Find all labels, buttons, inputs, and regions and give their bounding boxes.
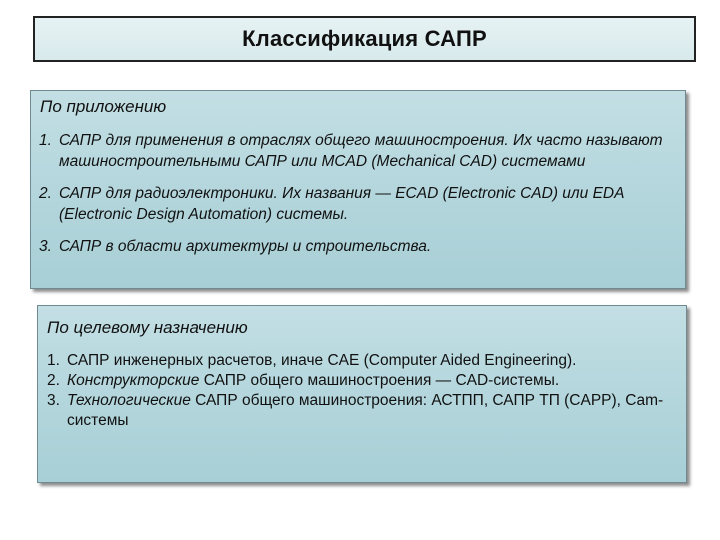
list-item <box>47 351 683 371</box>
item-text: САПР общего машиностроения — CAD-системы. <box>199 372 560 389</box>
item-text: САПР в области архитектуры и строительства. <box>59 238 432 255</box>
item-number: 2. <box>47 372 60 389</box>
list-item <box>47 371 683 391</box>
section-heading: По приложению <box>40 97 167 116</box>
item-number: 1. <box>39 132 52 149</box>
list-item <box>47 391 683 431</box>
item-number: 3. <box>47 392 60 409</box>
list-item <box>39 131 679 172</box>
purpose-list <box>47 351 683 431</box>
item-text: САПР инженерных расчетов, иначе CAE (Computer Aided Engineering). <box>67 352 577 369</box>
item-text-wrapper <box>67 371 683 391</box>
item-number: 3. <box>39 238 52 255</box>
section-heading: По целевому назначению <box>47 318 248 337</box>
list-item <box>39 237 679 258</box>
section-by-application <box>30 90 686 289</box>
application-list <box>39 131 679 270</box>
section-by-purpose <box>37 305 687 483</box>
item-text: САПР для радиоэлектроники. Их названия — ECAD (Electronic CAD) или EDA (Electronic Design Automation) системы. <box>59 185 624 223</box>
item-lead: Технологические <box>67 392 191 409</box>
title-box <box>33 16 696 62</box>
item-text-wrapper <box>67 391 683 431</box>
item-number: 2. <box>39 185 52 202</box>
item-text: САПР общего машиностроения: АСТПП, САПР ТП (CAPP), Cam-системы <box>67 392 664 429</box>
page-title: Классификация САПР <box>242 26 487 51</box>
item-number: 1. <box>47 352 60 369</box>
item-text: САПР для применения в отраслях общего машиностроения. Их часто называют машиностроительными САПР или MCAD (Mechanical CAD) системами <box>59 132 663 170</box>
list-item <box>39 184 679 225</box>
item-lead: Конструкторские <box>67 372 200 389</box>
